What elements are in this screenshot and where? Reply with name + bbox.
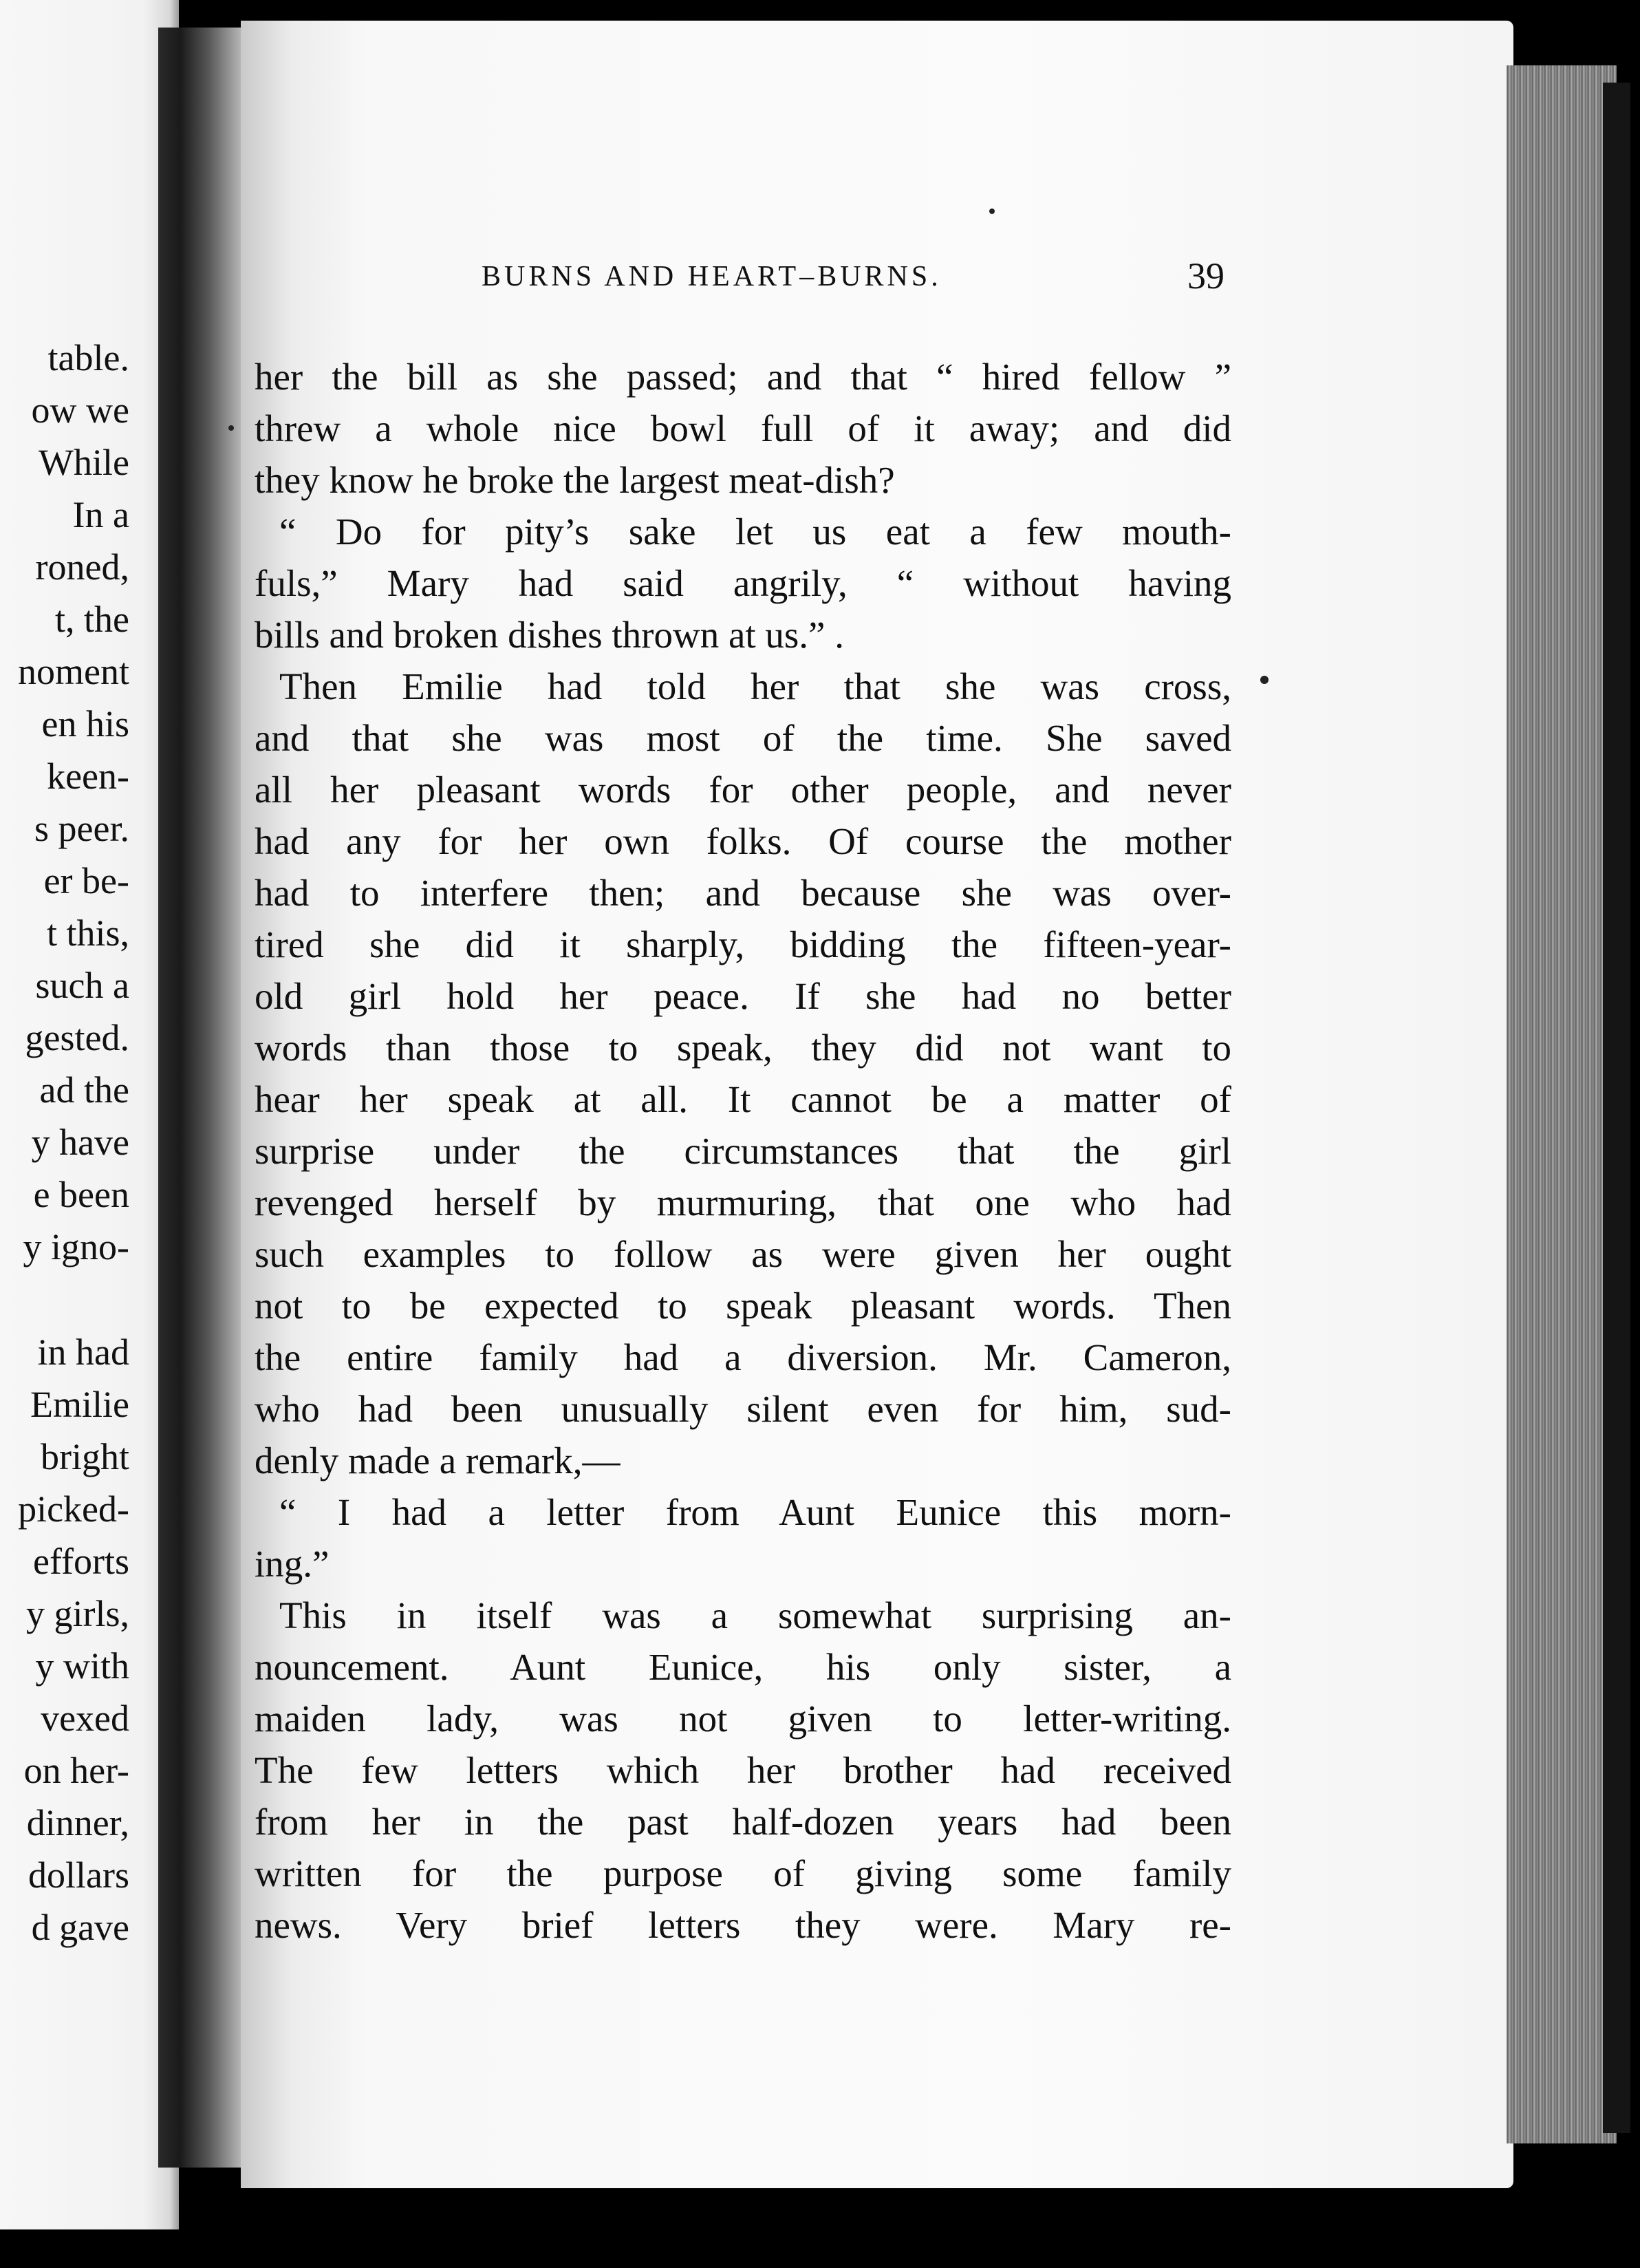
text-line: fuls,” Mary had said angrily, “ without having: [255, 562, 1231, 604]
left-line: ow we: [31, 389, 129, 431]
left-line: ad the: [39, 1069, 129, 1111]
text-line: bills and broken dishes thrown at us.” .: [255, 614, 844, 656]
print-speck: [989, 208, 995, 214]
left-line: bright: [41, 1436, 129, 1477]
text-line: The few letters which her brother had received: [255, 1749, 1231, 1791]
left-line: picked-: [18, 1488, 129, 1530]
left-line: er be-: [43, 860, 129, 901]
left-line: gested.: [25, 1017, 129, 1058]
text-line: threw a whole nice bowl full of it away; and did: [255, 407, 1231, 449]
left-line: en his: [41, 703, 129, 745]
text-line: the entire family had a diversion. Mr. Cameron,: [255, 1336, 1231, 1378]
text-line: from her in the past half-dozen years had been: [255, 1801, 1231, 1843]
running-head: BURNS AND HEART–BURNS.: [482, 261, 942, 292]
text-line: and that she was most of the time. She saved: [255, 717, 1231, 759]
body-text: [255, 351, 1231, 1951]
left-line: t, the: [55, 599, 129, 640]
left-line: y igno-: [23, 1226, 129, 1267]
left-line: In a: [72, 494, 129, 535]
text-line: “ I had a letter from Aunt Eunice this morn-: [279, 1491, 1231, 1533]
left-line: d gave: [31, 1907, 129, 1948]
page-fore-edge-shadow: [1603, 83, 1630, 2133]
text-line: nouncement. Aunt Eunice, his only sister, a: [255, 1646, 1231, 1688]
text-line: old girl hold her peace. If she had no better: [255, 975, 1231, 1017]
text-line: had to interfere then; and because she was over-: [255, 872, 1231, 914]
left-line: roned,: [35, 546, 129, 588]
text-line: who had been unusually silent even for him, sud-: [255, 1388, 1231, 1430]
left-line: While: [39, 442, 129, 483]
text-line: news. Very brief letters they were. Mary re-: [255, 1904, 1231, 1946]
left-line: y with: [35, 1645, 129, 1687]
left-line: dollars: [28, 1854, 129, 1896]
print-speck: [228, 425, 234, 431]
left-line: table.: [47, 337, 129, 378]
left-page: [0, 0, 179, 2229]
left-line: y girls,: [25, 1593, 129, 1634]
left-line: efforts: [33, 1541, 129, 1582]
text-line: hear her speak at all. It cannot be a matter of: [255, 1078, 1231, 1120]
text-line: not to be expected to speak pleasant words. Then: [255, 1285, 1231, 1327]
left-line: e been: [33, 1174, 129, 1215]
left-line: dinner,: [26, 1802, 129, 1843]
left-line: t this,: [46, 912, 129, 954]
left-line: noment: [18, 651, 129, 692]
text-line: “ Do for pity’s sake let us eat a few mouth-: [279, 511, 1231, 553]
left-line: in had: [37, 1331, 129, 1373]
text-line: her the bill as she passed; and that “ hired fellow ”: [255, 356, 1231, 398]
print-speck: [1260, 676, 1269, 684]
left-line: such a: [35, 965, 129, 1006]
left-line: on her-: [23, 1750, 129, 1791]
text-line: such examples to follow as were given her ought: [255, 1233, 1231, 1275]
left-line: s peer.: [34, 808, 129, 849]
text-line: revenged herself by murmuring, that one who had: [255, 1181, 1231, 1223]
text-line: they know he broke the largest meat-dish?: [255, 459, 895, 501]
page-fore-edge: [1507, 65, 1617, 2143]
left-line: keen-: [47, 756, 129, 797]
text-line: tired she did it sharply, bidding the fifteen-year-: [255, 923, 1231, 965]
text-line: denly made a remark,—: [255, 1440, 621, 1481]
text-line: words than those to speak, they did not want to: [255, 1027, 1231, 1069]
text-line: written for the purpose of giving some family: [255, 1852, 1231, 1894]
text-line: Then Emilie had told her that she was cross,: [279, 665, 1231, 707]
left-line: y have: [31, 1122, 129, 1163]
page-number: 39: [1187, 255, 1224, 297]
left-line: vexed: [41, 1698, 129, 1739]
text-line: surprise under the circumstances that the girl: [255, 1130, 1231, 1172]
text-line: had any for her own folks. Of course the mother: [255, 820, 1231, 862]
text-line: ing.”: [255, 1543, 330, 1585]
left-line: Emilie: [30, 1384, 129, 1425]
text-line: This in itself was a somewhat surprising an-: [279, 1594, 1231, 1636]
text-line: maiden lady, was not given to letter-writing.: [255, 1698, 1231, 1740]
text-line: all her pleasant words for other people, and never: [255, 769, 1231, 811]
